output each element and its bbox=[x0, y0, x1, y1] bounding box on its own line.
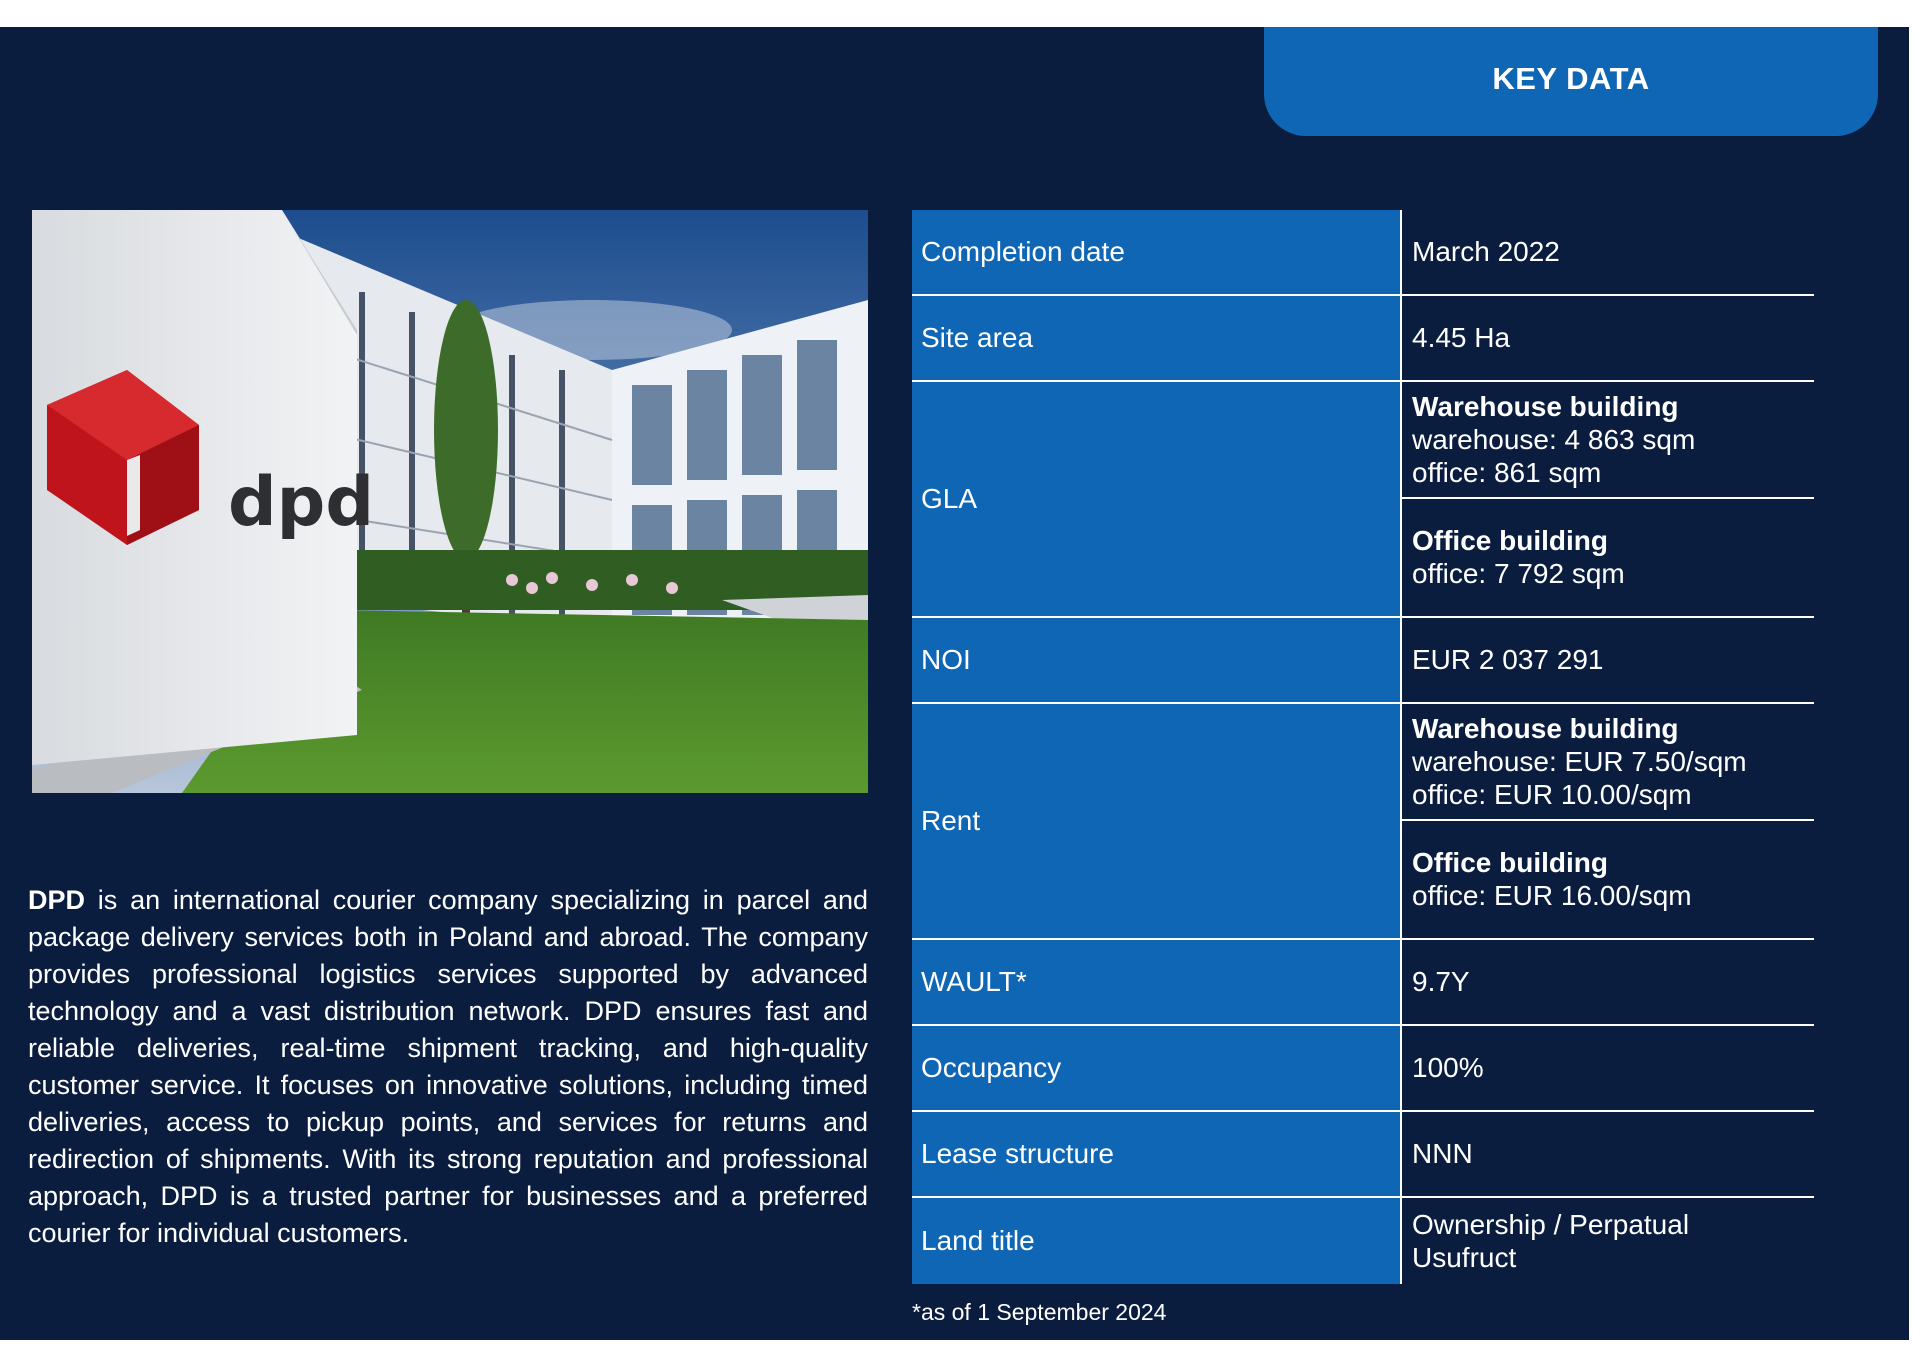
key-data-table bbox=[912, 210, 1814, 1284]
footnote: *as of 1 September 2024 bbox=[912, 1299, 1167, 1325]
table-row-land-title bbox=[912, 1198, 1814, 1284]
dpd-logo-text: dpd bbox=[228, 463, 375, 542]
table-row-completion-date bbox=[912, 210, 1814, 296]
row-value bbox=[1402, 1198, 1814, 1284]
row-label: NOI bbox=[912, 618, 1402, 702]
gla-office-building bbox=[1402, 499, 1814, 614]
building-illustration bbox=[32, 210, 868, 793]
sub-line: office: EUR 10.00/sqm bbox=[1412, 779, 1692, 810]
row-value: NNN bbox=[1412, 1138, 1473, 1169]
value-line: Ownership / Perpatual bbox=[1412, 1209, 1690, 1240]
sub-line: office: EUR 16.00/sqm bbox=[1412, 879, 1692, 911]
sub-line: warehouse: EUR 7.50/sqm bbox=[1412, 746, 1747, 777]
row-label: Completion date bbox=[912, 210, 1402, 294]
key-data-title: KEY DATA bbox=[1492, 60, 1650, 96]
table-row-occupancy bbox=[912, 1026, 1814, 1112]
sub-heading: Warehouse building bbox=[1412, 713, 1679, 744]
row-label: Rent bbox=[912, 704, 1402, 938]
sub-line: office: 7 792 sqm bbox=[1412, 557, 1625, 589]
row-label: Occupancy bbox=[912, 1026, 1402, 1110]
row-label: Land title bbox=[912, 1198, 1402, 1284]
company-description bbox=[28, 882, 868, 1252]
gla-values bbox=[1402, 382, 1814, 616]
description-text: is an international courier company specializing in parcel and package delivery services both in Poland and abroad. The company provides professional logistics services supported by advanced technology and a vast distribution network. DPD ensures fast and reliable deliveries, real-time shipment tracking, and high-quality customer service. It focuses on innovative solutions, including timed deliveries, access to pickup points, and services for returns and redirection of shipments. With its strong reputation and professional approach, DPD is a trusted partner for businesses and a preferred courier for individual customers. bbox=[28, 885, 868, 1248]
sub-line: office: 861 sqm bbox=[1412, 457, 1602, 488]
sub-heading: Warehouse building bbox=[1412, 391, 1679, 422]
row-value: 9.7Y bbox=[1412, 966, 1470, 997]
table-row-lease-structure bbox=[912, 1112, 1814, 1198]
rent-office-building bbox=[1402, 821, 1814, 936]
row-label: WAULT* bbox=[912, 940, 1402, 1024]
table-row-rent bbox=[912, 704, 1814, 940]
value-line: Usufruct bbox=[1412, 1242, 1517, 1273]
rent-values bbox=[1402, 704, 1814, 938]
rent-warehouse-building bbox=[1402, 704, 1814, 821]
company-name: DPD bbox=[28, 885, 86, 915]
table-row-site-area bbox=[912, 296, 1814, 382]
row-label: Lease structure bbox=[912, 1112, 1402, 1196]
key-data-tab bbox=[1264, 27, 1878, 136]
table-row-wault bbox=[912, 940, 1814, 1026]
key-data-panel bbox=[0, 27, 1909, 1340]
row-value: 100% bbox=[1412, 1052, 1484, 1083]
row-label: Site area bbox=[912, 296, 1402, 380]
dpd-building-photo bbox=[32, 210, 868, 793]
row-value: 4.45 Ha bbox=[1412, 322, 1511, 353]
table-row-gla bbox=[912, 382, 1814, 618]
row-value: EUR 2 037 291 bbox=[1412, 644, 1604, 675]
sub-heading: Office building bbox=[1412, 524, 1608, 556]
row-label: GLA bbox=[912, 382, 1402, 616]
table-row-noi bbox=[912, 618, 1814, 704]
sub-heading: Office building bbox=[1412, 846, 1608, 878]
row-value: March 2022 bbox=[1412, 236, 1560, 267]
sub-line: warehouse: 4 863 sqm bbox=[1412, 424, 1696, 455]
gla-warehouse-building bbox=[1402, 382, 1814, 499]
